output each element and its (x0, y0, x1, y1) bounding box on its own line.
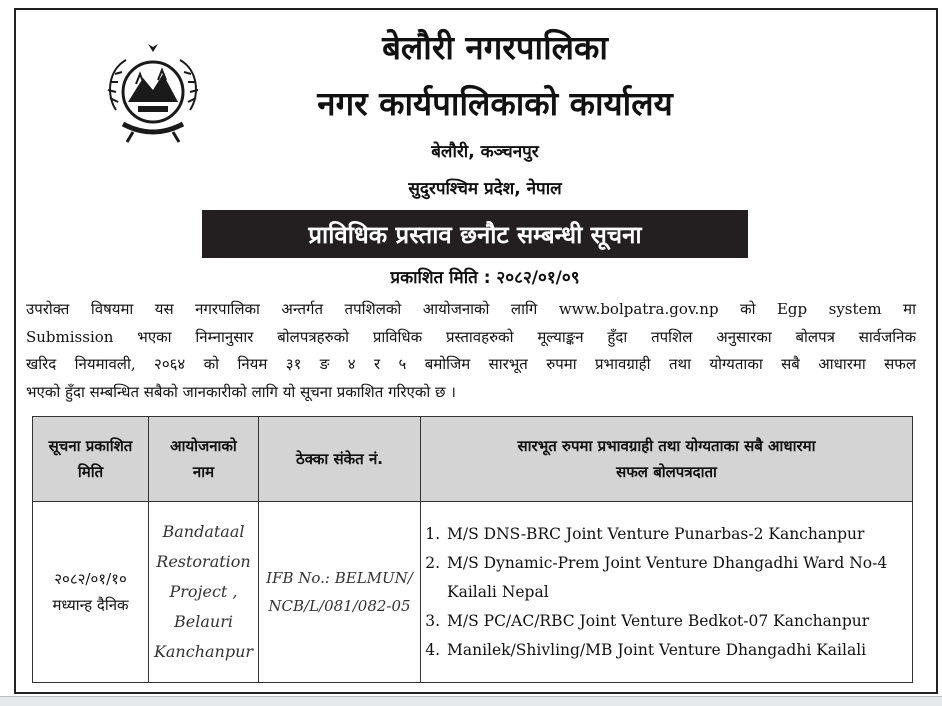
body-line: भएको हुँदा सम्बन्धित सबैको जानकारीको लागि यो सूचना प्रकाशित गरिएको छ । (26, 382, 456, 401)
project-line: Project , (169, 582, 238, 601)
body-line: खरिद नियमावली, २०६४ को नियम ३१ ङ ४ र ५ बमोजिम सारभूत रुपमा प्रभावग्राही तथा योग्यताका सबै आधारमा सफल (26, 355, 916, 373)
header-project-name: आयोजनाको नाम (149, 417, 259, 502)
bidder-item: 3. M/S PC/AC/RBC Joint Venture Bedkot-07 Kanchanpur (445, 607, 906, 636)
cell-date (33, 502, 149, 683)
project-line: Kanchanpur (153, 642, 254, 661)
table-row (33, 502, 913, 683)
cell-project (149, 502, 259, 683)
header-notice-date: सूचना प्रकाशित मिति (33, 417, 149, 502)
ifb-line: NCB/L/081/082-05 (268, 597, 411, 615)
results-table (32, 416, 913, 683)
bidder-item: 1. M/S DNS-BRC Joint Venture Punarbas-2 Kanchanpur (445, 520, 906, 549)
address-line-2: सुदुरपश्चिम प्रदेश, नेपाल (408, 179, 562, 199)
project-line: Restoration (156, 552, 251, 571)
header-contract-no: ठेक्का संकेत नं. (259, 417, 421, 502)
newspaper-name: मध्यान्ह दैनिक (52, 596, 129, 614)
notice-title-banner (202, 210, 748, 258)
project-line: Bandataal (162, 522, 245, 541)
bidder-list (421, 520, 906, 665)
notice-title: प्राविधिक प्रस्ताव छनौट सम्बन्धी सूचना (308, 220, 642, 249)
cell-contract-no (259, 502, 421, 683)
municipality-name: बेलौरी नगरपालिका (382, 28, 608, 67)
ifb-line: IFB No.: BELMUN/ (266, 569, 413, 587)
government-emblem-icon (98, 40, 208, 150)
address-line-1: बेलौरी, कञ्चनपुर (431, 142, 539, 162)
header-bidders: सारभूत रुपमा प्रभावग्राही तथा योग्यताका सबै आधारमा सफल बोलपत्रदाता (421, 417, 913, 502)
publish-date-value: २०८२/०१/१० (54, 570, 127, 588)
table-header-row (33, 417, 913, 502)
office-name: नगर कार्यपालिकाको कार्यालय (317, 84, 673, 123)
cell-bidders (421, 502, 913, 683)
published-date: प्रकाशित मिति : २०८२/०१/०९ (390, 268, 580, 288)
project-line: Belauri (174, 612, 233, 631)
bidder-item: 2. M/S Dynamic-Prem Joint Venture Dhangadhi Ward No-4 Kailali Nepal (445, 549, 906, 607)
bidder-item: 4. Manilek/Shivling/MB Joint Venture Dhangadhi Kailali (445, 636, 906, 665)
body-line: उपरोक्त विषयमा यस नगरपालिका अन्तर्गत तपशिलको आयोजनाको लागि www.bolpatra.gov.np को Egp system मा (26, 300, 916, 318)
body-line: Submission भएका निम्नानुसार बोलपत्रहरुको प्राविधिक प्रस्तावहरुको मूल्याङ्कन हुँदा तपशिल अनुसारका बोलपत्र सार्वजनिक (26, 327, 916, 346)
notice-body (26, 296, 916, 406)
